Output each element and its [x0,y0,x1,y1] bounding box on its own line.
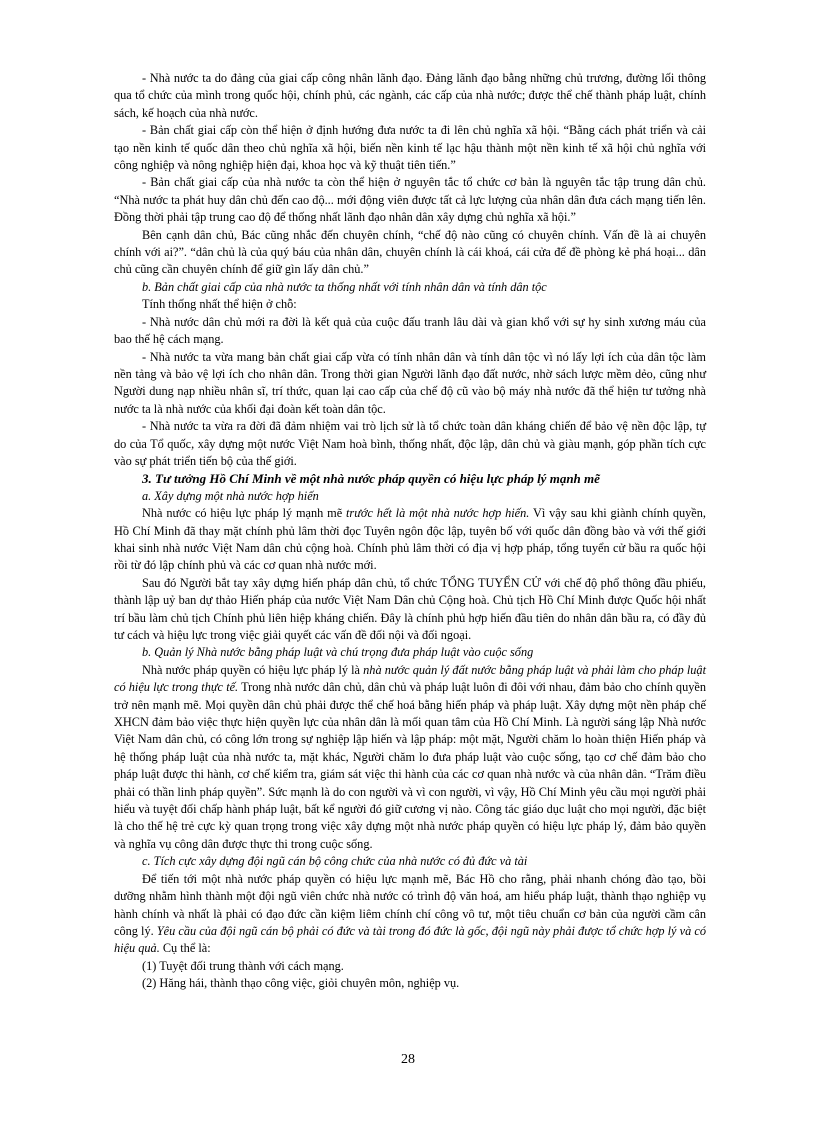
body-paragraph: - Nhà nước ta vừa mang bản chất giai cấp vừa có tính nhân dân và tính dân tộc vì nó lấy lợi ích của dân tộc làm nền tảng và bảo vệ lợi ích cho nhân dân. Trong thời gian Người lãnh đạo đất nước, nhờ sách lược mềm dẻo, cũng như Người dung nạp nhiều nhân sĩ, trí thức, quan lại cao cấp của chế độ cũ vào bộ máy nhà nước đã thể hiện tư tưởng nhà nước ta là nhà nước của khối đại đoàn kết toàn dân tộc. [114,349,706,416]
body-paragraph: - Bản chất giai cấp còn thể hiện ở định hướng đưa nước ta đi lên chủ nghĩa xã hội. “Bằng cách phát triển và cải tạo nền kinh tế quốc dân theo chủ nghĩa xã hội, biến nền kinh tế lạc hậu thành một nền kinh tế xã hội chủ nghĩa với công nghiệp và nông nghiệp hiện đại, khoa học và kỹ thuật tiên tiến.” [114,123,706,173]
body-paragraph [114,505,706,575]
body-paragraph: Bên cạnh dân chủ, Bác cũng nhắc đến chuyên chính, “chế độ nào cũng có chuyên chính. Vấn đề là ai chuyên chính với ai?”. “dân chủ là của quý báu của nhân dân, chuyên chính là cái khoá, cái cửa để đề phòng kẻ phá hoại... dân chủ cũng cần chuyên chính để giữ gìn lấy dân chủ.” [114,227,706,277]
body-paragraph: - Nhà nước dân chủ mới ra đời là kết quả của cuộc đấu tranh lâu dài và gian khổ với sự hy sinh xương máu của bao thế hệ cách mạng. [114,314,706,347]
page-number: 28 [401,1052,415,1067]
paragraph-text: Để tiến tới một nhà nước pháp quyền có hiệu lực mạnh mẽ, Bác Hồ cho rằng, phải nhanh chóng đào tạo, bồi dưỡng nhằm hình thành một đội ngũ viên chức nhà nước có trình độ văn hoá, am hiểu pháp luật, thành thạo nghiệp vụ hành chính và nhất là phải có đạo đức cần kiệm liêm chính chí công vô tư, một tiêu chuẩn cơ bản của người cầm cân công lý. [114,871,706,938]
paragraph-text: Cụ thể là: [159,941,211,956]
subsection-heading: b. Bản chất giai cấp của nhà nước ta thống nhất với tính nhân dân và tính dân tộc [142,279,547,294]
document-body [114,70,706,993]
body-paragraph: Sau đó Người bắt tay xây dựng hiến pháp dân chủ, tổ chức TỔNG TUYỂN CỬ với chế độ phổ thông đầu phiếu, thành lập uỷ ban dự thảo Hiến pháp của nước Việt Nam Dân chủ Cộng hoà. Chủ tịch Hồ Chí Minh được Quốc hội nhất trí bầu làm chủ tịch Chính phủ liên hiệp kháng chiến. Đây là chính phủ hợp hiến đầu tiên do nhân dân bầu ra, có đầy đủ tư cách và hiệu lực trong việc giải quyết các vấn đề đối nội và đối ngoại. [114,575,706,642]
paragraph-text: Nhà nước có hiệu lực pháp lý mạnh mẽ [142,506,347,521]
body-paragraph: - Bản chất giai cấp của nhà nước ta còn thể hiện ở nguyên tắc tổ chức cơ bản là nguyên tắc tập trung dân chủ. “Nhà nước ta phát huy dân chủ đến cao độ... mới động viên được tất cả lực lượng của nhân dân đưa cách mạng tiến lên. Đồng thời phải tập trung cao độ để thống nhất lãnh đạo nhân dân xây dựng chủ nghĩa xã hội.” [114,175,706,225]
subsection-heading: a. Xây dựng một nhà nước hợp hiến [142,488,319,503]
subsection-heading: c. Tích cực xây dựng đội ngũ cán bộ công chức của nhà nước có đủ đức và tài [142,854,528,869]
paragraph-emphasis: trước hết là một nhà nước hợp hiến. [346,506,530,521]
paragraph-text: Vì vậy sau khi giành chính quyền, Hồ Chí Minh đã thay mặt chính phủ lâm thời đọc Tuyên ngôn độc lập, tuyên bố với quốc dân đồng bào và với thế giới khai sinh nhà nước Việt Nam dân chủ cộng hoà. Chính phủ lâm thời có địa vị hợp pháp, tổng tuyển cử bầu ra quốc hội rồi từ đó lập chính phủ và các cơ quan nhà nước mới. [114,506,706,573]
paragraph-emphasis: nhà nước quản lý đất nước bằng pháp luật và phải làm cho pháp luật có hiệu lực trong thực tế. [114,662,706,695]
list-item: (2) Hăng hái, thành thạo công việc, giỏi chuyên môn, nghiệp vụ. [142,976,460,991]
body-paragraph: - Nhà nước ta do đảng của giai cấp công nhân lãnh đạo. Đảng lãnh đạo bằng những chủ trương, đường lối thông qua tổ chức của mình trong quốc hội, chính phủ, các ngành, các cấp của nhà nước; được thể chế thành pháp luật, chính sách, kế hoạch của nhà nước. [114,71,706,120]
subsection-heading: b. Quản lý Nhà nước bằng pháp luật và chú trọng đưa pháp luật vào cuộc sống [142,645,534,660]
section-heading: 3. Tư tưởng Hồ Chí Minh về một nhà nước pháp quyền có hiệu lực pháp lý mạnh mẽ [142,471,600,487]
body-paragraph: - Nhà nước ta vừa ra đời đã đảm nhiệm vai trò lịch sử là tổ chức toàn dân kháng chiến để bảo vệ nền độc lập, tự do của Tổ quốc, xây dựng một nước Việt Nam hoà bình, thống nhất, độc lập, dân chủ và giàu mạnh, góp phần tích cực vào sự phát triển tiến bộ của thế giới. [114,419,706,468]
list-item: (1) Tuyệt đối trung thành với cách mạng. [142,958,344,973]
body-paragraph [114,662,706,853]
body-paragraph: Tính thống nhất thể hiện ở chỗ: [142,297,297,312]
paragraph-emphasis: Yêu cầu của đội ngũ cán bộ phải có đức và tài trong đó đức là gốc, đội ngũ này phải được tổ chức hợp lý và có hiệu quả. [114,923,706,956]
body-paragraph [114,871,706,958]
paragraph-text: Trong nhà nước dân chủ, dân chủ và pháp luật luôn đi đôi với nhau, đảm bảo cho chính quyền trở nên mạnh mẽ. Mọi quyền dân chủ phải được thể chế hoá bằng hiến pháp và pháp luật. Xây dựng một nền pháp chế XHCN đảm bảo việc thực hiện quyền lực của nhân dân là mối quan tâm của Hồ Chí Minh. Là người sáng lập Nhà nước Việt Nam dân chủ, có công lớn trong sự nghiệp lập hiến và lập pháp: một mặt, Người chăm lo hoàn thiện Hiến pháp và hệ thống pháp luật của nhà nước ta, mặt khác, Người chăm lo đưa pháp luật vào cuộc sống, tạo cơ chế đảm bảo cho pháp luật được thi hành, cơ chế kiểm tra, giám sát việc thi hành của các cơ quan nhà nước và của nhân dân. “Trăm điều phải có thần linh pháp quyền”. Sức mạnh là do con người và vì con người, vì vậy, Hồ Chí Minh yêu cầu mọi người phải hiểu và tuyệt đối chấp hành pháp luật, bất kể người đó giữ cương vị nào. Công tác giáo dục luật cho mọi người, đặc biệt là cho thế hệ trẻ cực kỳ quan trọng trong việc xây dựng một nhà nước pháp quyền có hiệu lực pháp lý, đảm bảo quyền và nghĩa vụ công dân được thực thi trong cuộc sống. [114,680,706,851]
paragraph-text: Nhà nước pháp quyền có hiệu lực pháp lý là [142,662,364,677]
